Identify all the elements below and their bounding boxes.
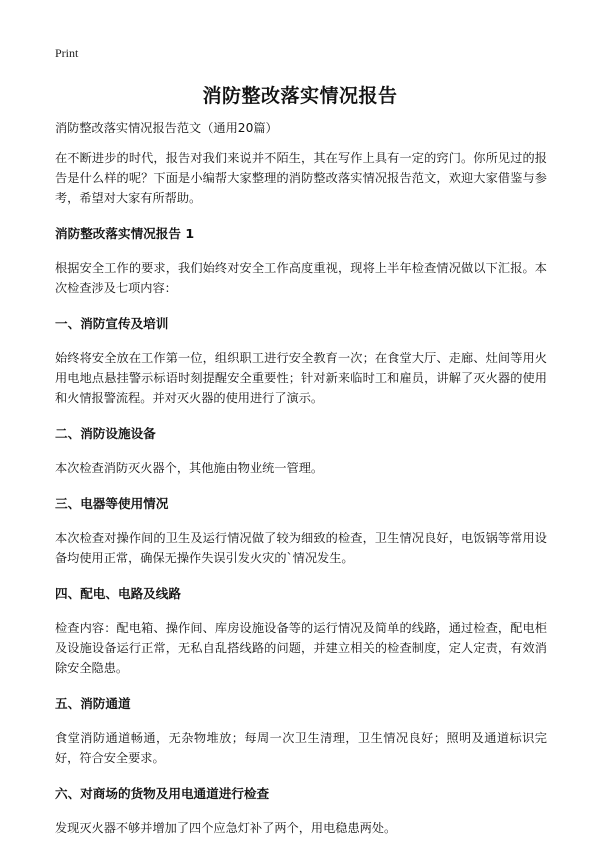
section-paragraph: 发现灭火器不够并增加了四个应急灯补了两个，用电稳患两处。: [55, 821, 397, 835]
document-body: [55, 118, 547, 854]
report-intro-paragraph: 根据安全工作的要求，我们始终对安全工作高度重视，现将上半年检查情况做以下汇报。本次检查涉及七项内容：: [55, 261, 547, 295]
section-paragraph: 本次检查消防灭火器个，其他施由物业统一管理。: [55, 461, 324, 475]
section-heading: 五、消防通道: [55, 696, 131, 711]
section-heading: 三、电器等使用情况: [55, 496, 169, 511]
section-heading: 四、配电、电路及线路: [55, 586, 181, 601]
intro-paragraph: 在不断进步的时代，报告对我们来说并不陌生，其在写作上具有一定的窍门。你所见过的报告是什么样的呢？下面是小编帮大家整理的消防整改落实情况报告范文，欢迎大家借鉴与参考，希望对大家有所帮助。: [55, 151, 547, 205]
report-heading: 消防整改落实情况报告 1: [55, 226, 195, 241]
section-heading: 六、对商场的货物及用电通道进行检查: [55, 786, 270, 801]
document-subtitle: 消防整改落实情况报告范文（通用20篇）: [55, 121, 278, 135]
section-paragraph: 食堂消防通道畅通，无杂物堆放；每周一次卫生清理，卫生情况良好；照明及通道标识完好，符合安全要求。: [55, 731, 547, 765]
section-heading: 一、消防宣传及培训: [55, 316, 169, 331]
document-title: 消防整改落实情况报告: [202, 85, 398, 107]
print-link[interactable]: Print: [55, 46, 79, 60]
section-paragraph: 本次检查对操作间的卫生及运行情况做了较为细致的检查，卫生情况良好，电饭锅等常用设备均使用正常，确保无操作失误引发火灾的`情况发生。: [55, 531, 547, 565]
section-paragraph: 始终将安全放在工作第一位，组织职工进行安全教育一次；在食堂大厅、走廊、灶间等用火用电地点悬挂警示标语时刻提醒安全重要性；针对新来临时工和雇员，讲解了灭火器的使用和火情报警流程。并对灭火器的使用进行了演示。: [55, 351, 547, 405]
section-heading: 二、消防设施设备: [55, 426, 156, 441]
section-paragraph: 检查内容：配电箱、操作间、库房设施设备等的运行情况及简单的线路，通过检查，配电柜及设施设备运行正常，无私自乱搭线路的问题，并建立相关的检查制度，定人定责，有效消除安全隐患。: [55, 621, 547, 675]
